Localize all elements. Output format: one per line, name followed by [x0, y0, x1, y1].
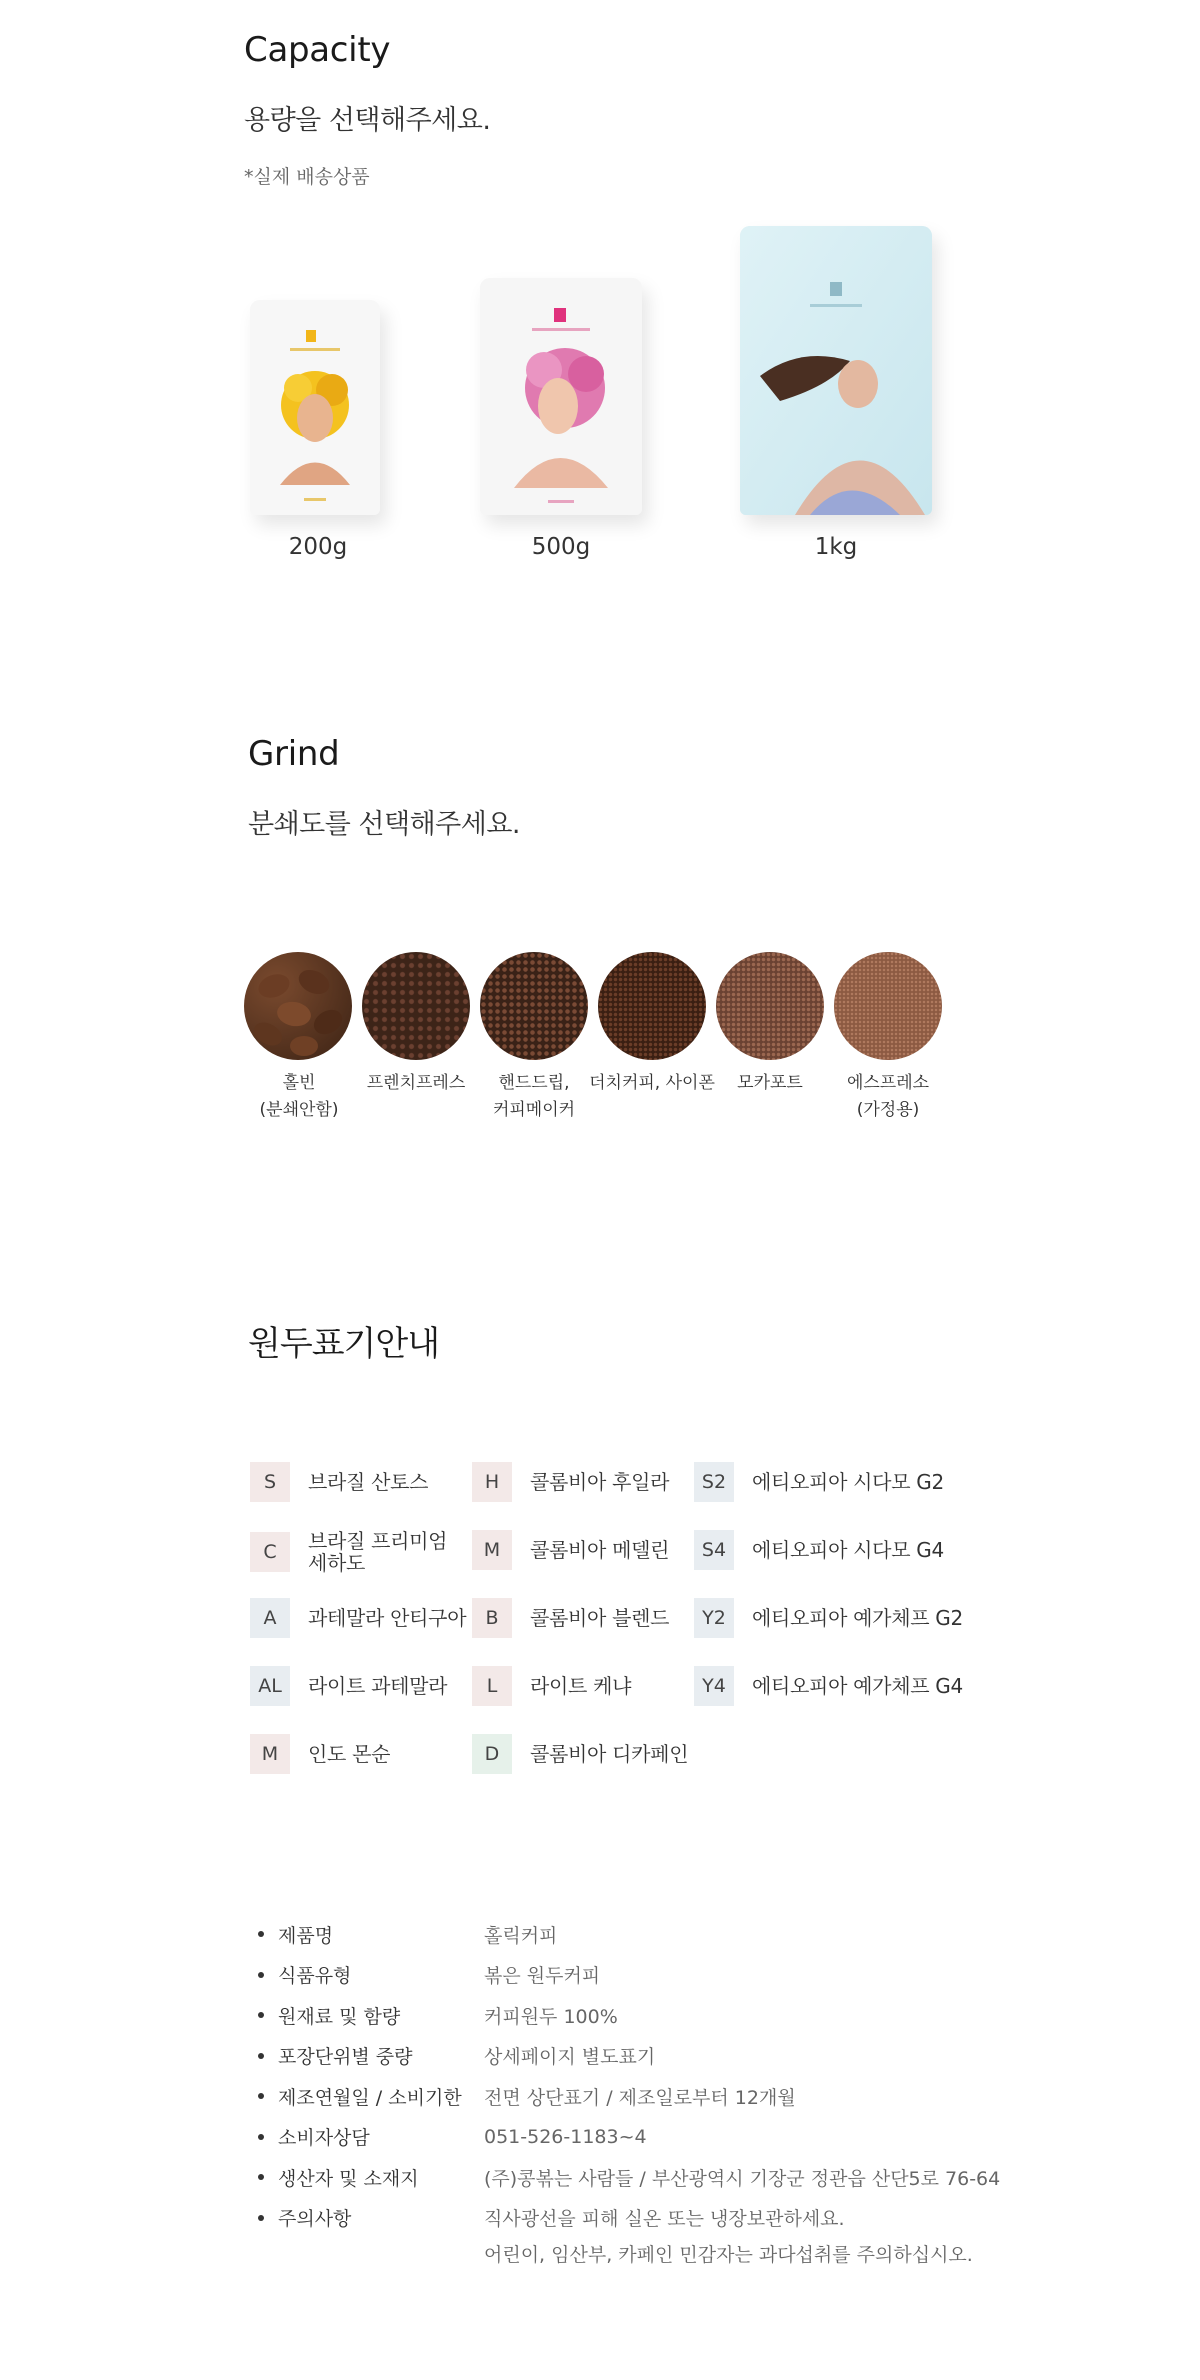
bean-code-badge: S4 [694, 1530, 734, 1570]
product-info-row [258, 2076, 796, 2116]
bean-code-badge: S [250, 1462, 290, 1502]
coffee-bag-image [250, 300, 380, 515]
bean-name: 에티오피아 시다모 G2 [752, 1470, 944, 1494]
capacity-label-1kg: 1kg [814, 534, 858, 560]
bullet-icon [258, 2174, 264, 2180]
bean-name: 라이트 케냐 [530, 1674, 632, 1698]
grind-option-cold-brew[interactable] [598, 952, 706, 1060]
capacity-subtitle: 용량을 선택해주세요. [244, 105, 491, 136]
grind-option-hand-drip[interactable] [480, 952, 588, 1060]
product-info-row [258, 2157, 1001, 2197]
bean-code-badge: M [472, 1530, 512, 1570]
bean-name: 콜롬비아 블렌드 [530, 1606, 670, 1630]
bean-code-badge: Y2 [694, 1598, 734, 1638]
bean-legend-item [694, 1666, 963, 1706]
product-info-value: 051-526-1183~4 [484, 2125, 647, 2148]
product-info-key: 포장단위별 중량 [278, 2046, 413, 2068]
whole-bean-icon [244, 952, 352, 1060]
bullet-icon [258, 2012, 264, 2018]
grind-option-espresso[interactable] [834, 952, 942, 1060]
bean-legend-item [250, 1598, 466, 1638]
capacity-note: *실제 배송상품 [244, 166, 370, 188]
bean-legend-title: 원두표기안내 [248, 1324, 440, 1364]
bean-code-badge: H [472, 1462, 512, 1502]
capacity-option-500g[interactable] [480, 278, 642, 515]
bean-name: 브라질 프리미엄 세하도 [308, 1529, 448, 1575]
bean-name: 브라질 산토스 [308, 1470, 429, 1494]
product-info-value: 커피원두 100% [484, 2005, 618, 2028]
coffee-bag-image [480, 278, 642, 515]
bean-legend-item [472, 1666, 631, 1706]
bean-code-badge: C [250, 1532, 290, 1572]
product-info-row [258, 2117, 647, 2157]
product-info-row [258, 1995, 618, 2035]
bean-legend-item [250, 1666, 447, 1706]
product-info-key: 식품유형 [278, 1965, 352, 1987]
bean-name: 과테말라 안티구아 [308, 1606, 467, 1630]
bullet-icon [258, 2053, 264, 2059]
grind-label-whole-bean: 홀빈 (분쇄안함) [259, 1073, 339, 1120]
bean-name: 에티오피아 예가체프 G2 [752, 1606, 963, 1630]
product-info-row [258, 2036, 656, 2076]
bean-code-badge: L [472, 1666, 512, 1706]
product-info-row [258, 1914, 558, 1954]
product-info-value: 홀릭커피 [484, 1924, 558, 1947]
grind-label-hand-drip: 핸드드립, 커피메이커 [492, 1073, 576, 1120]
coffee-bag-image [740, 226, 932, 515]
bean-code-badge: M [250, 1734, 290, 1774]
product-info-value: 전면 상단표기 / 제조일로부터 12개월 [484, 2086, 796, 2109]
bullet-icon [258, 1931, 264, 1937]
product-info-key: 주의사항 [278, 2208, 352, 2230]
product-info-value: (주)콩볶는 사람들 / 부산광역시 기장군 정관읍 산단5로 76-64 [484, 2167, 1001, 2190]
product-info-key: 제조연월일 / 소비기한 [278, 2086, 462, 2109]
capacity-option-200g[interactable] [250, 300, 380, 515]
bean-legend-item [250, 1462, 428, 1502]
capacity-label-500g: 500g [531, 534, 591, 560]
product-info-key: 소비자상담 [278, 2127, 370, 2149]
bean-code-badge: D [472, 1734, 512, 1774]
grind-label-cold-brew: 더치커피, 사이폰 [589, 1073, 715, 1093]
bean-code-badge: S2 [694, 1462, 734, 1502]
grind-option-whole-bean[interactable] [244, 952, 352, 1060]
grind-title: Grind [248, 734, 340, 774]
product-info-key: 원재료 및 함량 [278, 2005, 401, 2028]
product-info-row [258, 1955, 601, 1995]
bean-legend-item [694, 1530, 944, 1570]
grind-label-french-press: 프렌치프레스 [366, 1073, 466, 1093]
bean-code-badge: Y4 [694, 1666, 734, 1706]
capacity-label-200g: 200g [288, 534, 348, 560]
grind-option-moka-pot[interactable] [716, 952, 824, 1060]
bean-name: 콜롬비아 후일라 [530, 1470, 670, 1494]
product-info-value: 상세페이지 별도표기 [484, 2046, 656, 2068]
bean-name: 에티오피아 예가체프 G4 [752, 1674, 963, 1698]
product-info-value: 직사광선을 피해 실온 또는 냉장보관하세요. [484, 2208, 845, 2230]
bean-legend-item [472, 1734, 688, 1774]
bullet-icon [258, 2215, 264, 2221]
bullet-icon [258, 2093, 264, 2099]
bean-code-badge: AL [250, 1666, 290, 1706]
bean-name: 인도 몬순 [308, 1742, 391, 1766]
product-info-value: 볶은 원두커피 [484, 1965, 601, 1987]
bean-legend-item [250, 1734, 390, 1774]
capacity-title: Capacity [244, 30, 391, 70]
grind-option-french-press[interactable] [362, 952, 470, 1060]
grind-label-espresso: 에스프레소 (가정용) [846, 1073, 930, 1120]
bean-name: 콜롬비아 메델린 [530, 1538, 670, 1562]
bean-legend-item [472, 1462, 669, 1502]
bean-code-badge: A [250, 1598, 290, 1638]
bean-code-badge: B [472, 1598, 512, 1638]
bean-legend-item [472, 1598, 669, 1638]
product-info-key: 제품명 [278, 1924, 334, 1947]
bullet-icon [258, 2134, 264, 2140]
caution-note-2: 어린이, 임산부, 카페인 민감자는 과다섭취를 주의하십시오. [484, 2244, 973, 2266]
bean-name: 콜롬비아 디카페인 [530, 1742, 689, 1766]
bullet-icon [258, 1972, 264, 1978]
bean-legend-item [250, 1530, 447, 1574]
grind-subtitle: 분쇄도를 선택해주세요. [248, 809, 520, 840]
bean-legend-item [694, 1598, 963, 1638]
bean-legend-item [694, 1462, 944, 1502]
product-info-row [258, 2198, 845, 2238]
bean-name: 라이트 과테말라 [308, 1674, 448, 1698]
capacity-option-1kg[interactable] [740, 226, 932, 515]
product-info-key: 생산자 및 소재지 [278, 2167, 419, 2190]
grind-label-moka-pot: 모카포트 [737, 1073, 803, 1093]
bean-legend-item [472, 1530, 669, 1570]
bean-name: 에티오피아 시다모 G4 [752, 1538, 944, 1562]
